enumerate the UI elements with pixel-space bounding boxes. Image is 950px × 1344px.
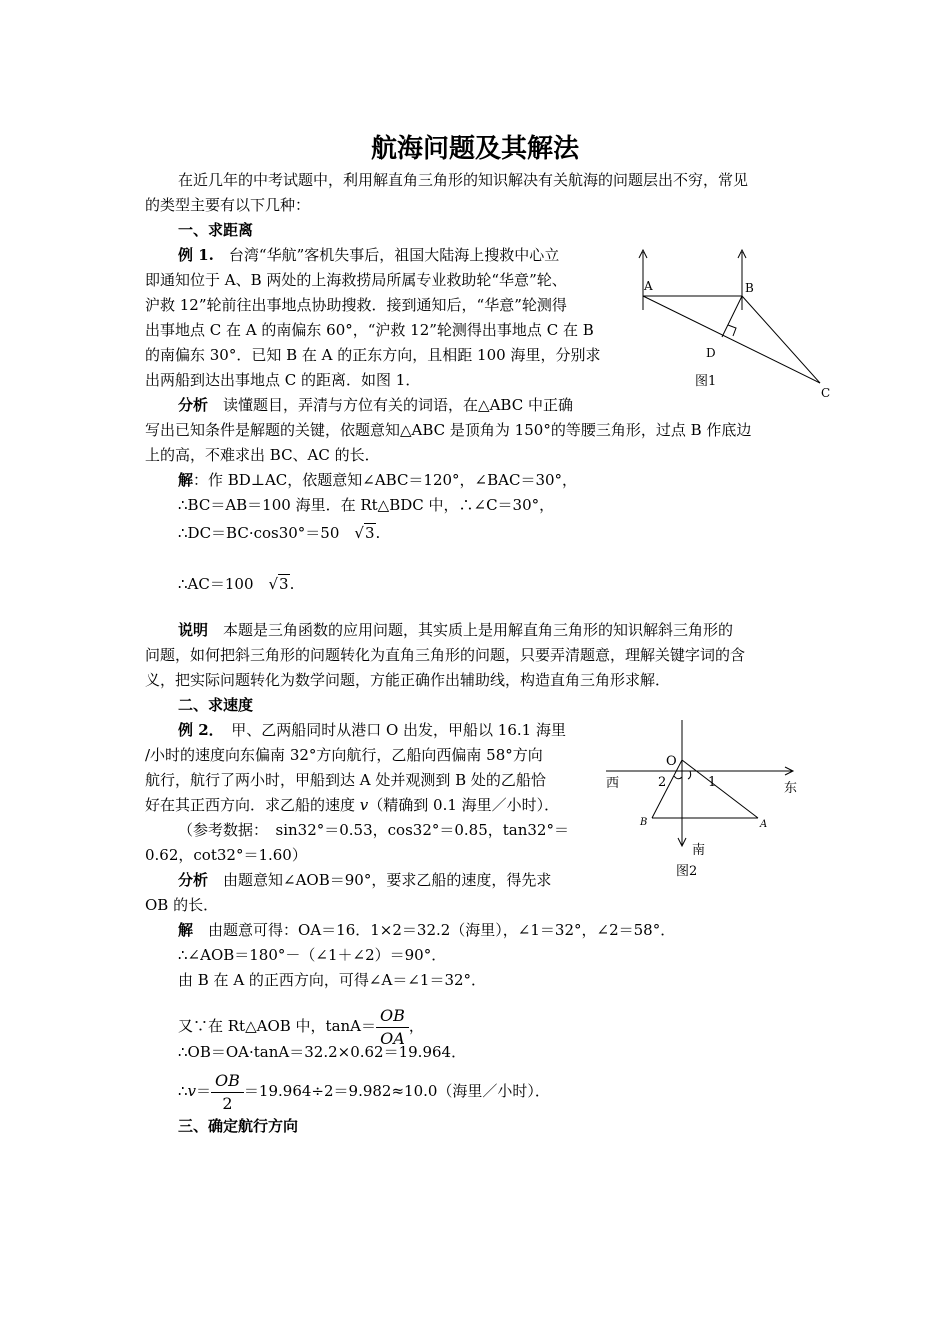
angle-arc-2 xyxy=(674,776,682,779)
label-c: C xyxy=(821,386,831,400)
segment-bd xyxy=(722,296,742,337)
solution2-line-2: ∴∠AOB＝180°－（∠1＋∠2）＝90°． xyxy=(178,946,447,964)
example1-line-5: 的南偏东 30°．已知 B 在 A 的正东方向，且相距 100 海里，分别求 xyxy=(145,346,601,364)
figure-2-caption: 图2 xyxy=(676,864,698,879)
example2-line-2: /小时的速度向东偏南 32°方向航行，乙船向西偏南 58°方向 xyxy=(145,746,543,764)
note-line-1: 说明 本题是三角函数的应用问题，其实质上是用解直角三角形的知识解斜三角形的 xyxy=(178,621,734,639)
page-title: 航海问题及其解法 xyxy=(370,134,579,164)
label-b: B xyxy=(745,281,754,295)
section-heading-distance: 一、求距离 xyxy=(178,221,254,239)
example1-line-3: 沪救 12”轮前往出事地点协助搜救．接到通知后，“华意”轮测得 xyxy=(145,296,567,314)
analysis2-line-1: 分析 由题意知∠AOB＝90°，要求乙船的速度，得先求 xyxy=(178,871,552,889)
segment-oa xyxy=(682,760,758,818)
note-label: 说明 xyxy=(178,621,209,639)
label-o: O xyxy=(666,754,677,769)
example1-line-1: 例 1. 台湾“华航”客机失事后，祖国大陆海上搜救中心立 xyxy=(178,246,560,264)
label-angle-2: 2 xyxy=(658,775,667,790)
solution1-label: 解 xyxy=(178,471,194,489)
solution2-line-1: 解 由题意可得：OA＝16．1×2＝32.2（海里），∠1＝32°，∠2＝58°． xyxy=(178,921,676,939)
analysis2-line-2: OB 的长． xyxy=(145,896,219,914)
solution1-line-3: ∴DC＝BC·cos30°＝50 √3. xyxy=(178,524,381,542)
solution2-line-3: 由 B 在 A 的正西方向，可得∠A＝∠1＝32°． xyxy=(178,971,487,989)
section-heading-direction: 三、确定航行方向 xyxy=(178,1117,299,1135)
example1-label: 例 1. xyxy=(178,246,214,264)
solution1-line-4: ∴AC＝100 √3. xyxy=(178,575,295,593)
sqrt-3: √3 xyxy=(339,524,375,542)
label-d: D xyxy=(706,346,716,360)
label-east: 东 xyxy=(784,781,798,796)
intro-line-1: 在近几年的中考试题中，利用解直角三角形的知识解决有关航海的问题层出不穷，常见 xyxy=(178,171,749,189)
example2-label: 例 2． xyxy=(178,721,217,739)
analysis1-label: 分析 xyxy=(178,396,209,414)
label-a: A xyxy=(644,279,653,293)
note-line-3: 义，把实际问题转化为数学问题，方能正确作出辅助线，构造直角三角形求解． xyxy=(145,671,671,689)
analysis2-label: 分析 xyxy=(178,871,209,889)
label-west: 西 xyxy=(606,776,620,791)
solution2-line-4: 又∵在 Rt△AOB 中，tanA＝ $\frac{OB}{OA}$ ， xyxy=(178,1005,424,1048)
figure-1 xyxy=(630,240,840,405)
segment-bc xyxy=(742,296,820,383)
label-a: A xyxy=(760,819,768,830)
angle-arc-1 xyxy=(688,771,691,779)
analysis1-line-2: 写出已知条件是解题的关键，依题意知△ABC 是顶角为 150°的等腰三角形，过点 B 作底边 xyxy=(145,421,752,439)
example2-line-4: 好在其正西方向．求乙船的速度 v（精确到 0.1 海里／小时）． xyxy=(145,796,560,814)
analysis1-line-3: 上的高，不难求出 BC、AC 的长． xyxy=(145,446,380,464)
analysis1-line-1: 分析 读懂题目，弄清与方位有关的词语，在△ABC 中正确 xyxy=(178,396,573,414)
figure-1-caption: 图1 xyxy=(695,374,717,389)
section-heading-speed: 二、求速度 xyxy=(178,696,254,714)
example2-line-5: （参考数据： sin32°＝0.53，cos32°＝0.85，tan32°＝ xyxy=(178,821,569,839)
example2-line-6: 0.62，cot32°＝1.60） xyxy=(145,846,307,864)
solution2-line-5: ∴OB＝OA·tanA＝32.2×0.62＝19.964． xyxy=(178,1043,467,1061)
figure-2 xyxy=(600,715,810,885)
label-south: 南 xyxy=(692,843,706,858)
sqrt-3: √3 xyxy=(253,575,289,593)
example1-line-6: 出两船到达出事地点 C 的距离．如图 1． xyxy=(145,371,421,389)
segment-ac xyxy=(643,296,820,383)
solution1-line-1: 解：作 BD⊥AC，依题意知∠ABC＝120°，∠BAC＝30°， xyxy=(178,471,578,489)
fraction-ob-2: $\frac{OB}{2}$ xyxy=(211,1070,244,1115)
label-angle-1: 1 xyxy=(708,775,717,790)
fraction-ob-oa: $\frac{OB}{OA}$ xyxy=(376,1005,409,1050)
example1-line-2: 即通知位于 A、B 两处的上海救捞局所属专业救助轮“华意”轮、 xyxy=(145,271,567,289)
solution1-line-2: ∴BC＝AB＝100 海里．在 Rt△BDC 中，∴∠C＝30°， xyxy=(178,496,555,514)
label-b: B xyxy=(640,817,648,828)
solution2-line-6: ∴v＝ $\frac{OB}{2}$ ＝19.964÷2＝9.982≈10.0（海里／小时）． xyxy=(178,1070,550,1113)
note-line-2: 问题，如何把斜三角形的问题转化为直角三角形的问题，只要弄清题意，理解关键字词的含 xyxy=(145,646,746,664)
example2-line-1: 例 2． 甲、乙两船同时从港口 O 出发，甲船以 16.1 海里 xyxy=(178,721,566,739)
solution2-label: 解 xyxy=(178,921,194,939)
right-angle-mark xyxy=(728,325,736,336)
example2-line-3: 航行，航行了两小时，甲船到达 A 处并观测到 B 处的乙船恰 xyxy=(145,771,546,789)
example1-line-4: 出事地点 C 在 A 的南偏东 60°，“沪救 12”轮测得出事地点 C 在 B xyxy=(145,321,594,339)
intro-line-2: 的类型主要有以下几种： xyxy=(145,196,311,214)
